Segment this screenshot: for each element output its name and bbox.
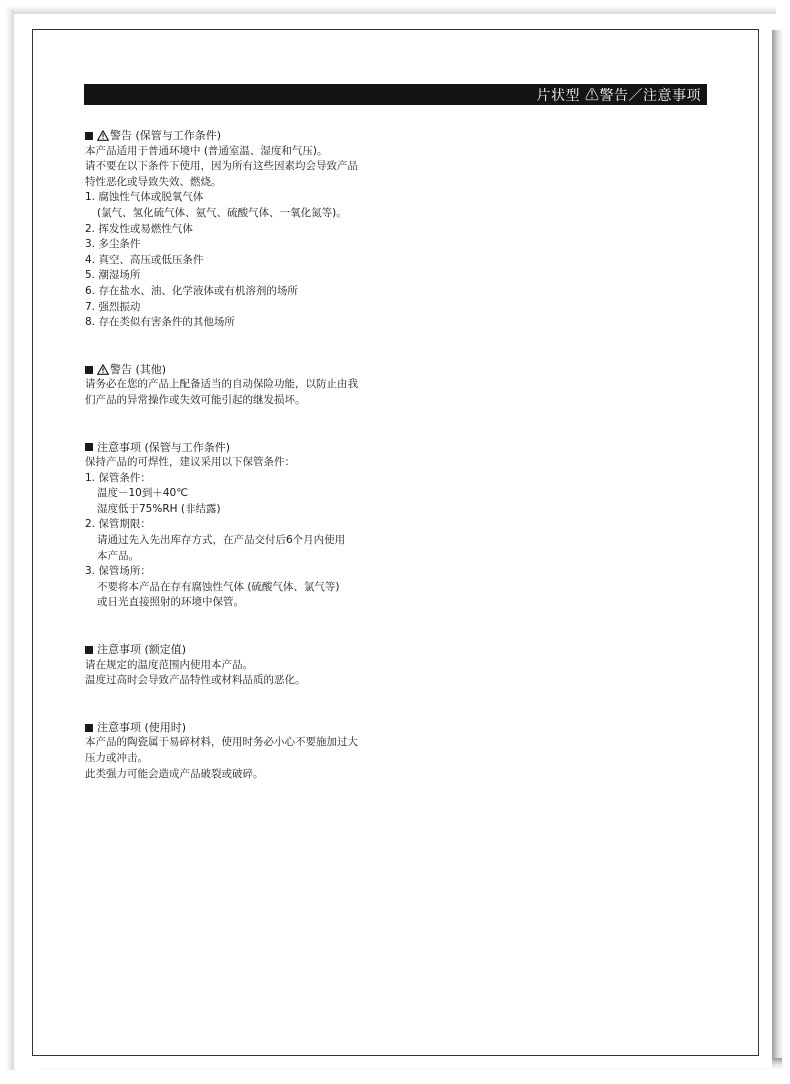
list-item: 1. 腐蚀性气体或脱氧气体	[85, 191, 204, 204]
list-item: 2. 挥发性或易燃性气体	[85, 222, 193, 235]
list-item: 6. 存在盐水、油、化学液体或有机溶剂的场所	[85, 284, 298, 297]
list-item: 3. 保管场所：	[85, 565, 151, 578]
list-item: 5. 潮湿场所	[85, 269, 141, 282]
text-line: 请在规定的温度范围内使用本产品。	[85, 658, 253, 671]
square-bullet-icon	[85, 646, 93, 654]
text-line: 此类强力可能会造成产品破裂或破碎。	[85, 767, 264, 780]
text-line: 本产品的陶瓷属于易碎材料，使用时务必小心不要施加过大	[85, 736, 358, 749]
list-item: 1. 保管条件：	[85, 471, 151, 484]
page-shadow-left	[6, 10, 14, 1070]
section-title-text: 注意事项 (保管与工作条件)	[97, 440, 231, 454]
section-title	[85, 720, 385, 736]
square-bullet-icon	[85, 443, 93, 451]
square-bullet-icon	[85, 366, 93, 374]
text-line: 温度过高时会导致产品特性或材料品质的恶化。	[85, 674, 306, 687]
text-line: 特性恶化或导致失效、燃烧。	[85, 175, 222, 188]
page-shadow-top	[6, 6, 776, 14]
section-caution-rating	[85, 642, 385, 689]
text-line: 本产品适用于普通环境中 (普通室温、湿度和气压)。	[85, 144, 328, 157]
list-item-detail: (氯气、氢化硫气体、氨气、硫酸气体、一氧化氮等)。	[97, 206, 347, 219]
section-title-text: 警告 (保管与工作条件)	[110, 129, 222, 142]
warning-triangle-icon	[97, 364, 109, 375]
list-item-detail: 不要将本产品在存有腐蚀性气体 (硫酸气体、氯气等)	[97, 580, 340, 593]
section-caution-usage	[85, 720, 385, 782]
warning-triangle-icon	[97, 130, 109, 141]
section-warning-other	[85, 362, 385, 409]
text-line: 压力或冲击。	[85, 752, 148, 764]
header-title: 片状型 ⚠警告／注意事项	[536, 87, 701, 104]
list-item-detail: 本产品。	[97, 549, 139, 562]
page-shadow-right	[772, 30, 784, 1070]
list-item: 7. 强烈振动	[85, 300, 141, 313]
section-title	[85, 440, 385, 456]
section-title-text: 注意事项 (额定值)	[97, 643, 187, 657]
text-line: 请不要在以下条件下使用，因为所有这些因素均会导致产品	[85, 160, 358, 173]
list-item: 8. 存在类似有害条件的其他场所	[85, 316, 235, 329]
document-body	[85, 128, 385, 782]
section-title	[85, 642, 385, 658]
section-title	[85, 362, 385, 378]
square-bullet-icon	[85, 724, 93, 732]
section-title	[85, 128, 385, 144]
list-item-detail: 温度－10到＋40℃	[97, 487, 189, 500]
text-line: 保持产品的可焊性，建议采用以下保管条件：	[85, 456, 295, 469]
section-caution-storage	[85, 440, 385, 612]
text-line: 们产品的异常操作或失效可能引起的继发损坏。	[85, 393, 306, 406]
text-line: 请务必在您的产品上配备适当的自动保险功能，以防止由我	[85, 378, 358, 391]
section-title-text: 注意事项 (使用时)	[97, 720, 187, 734]
list-item: 3. 多尘条件	[85, 238, 141, 251]
list-item-detail: 湿度低于75%RH (非结露)	[97, 502, 221, 515]
list-item-detail: 或日光直接照射的环境中保管。	[97, 596, 244, 609]
list-item-detail: 请通过先入先出库存方式，在产品交付后6个月内使用	[97, 534, 346, 547]
header-bar	[84, 84, 707, 105]
list-item: 2. 保管期限：	[85, 518, 151, 531]
section-warning-storage	[85, 128, 385, 331]
section-title-text: 警告 (其他)	[110, 362, 167, 376]
list-item: 4. 真空、高压或低压条件	[85, 253, 204, 266]
square-bullet-icon	[85, 132, 93, 140]
